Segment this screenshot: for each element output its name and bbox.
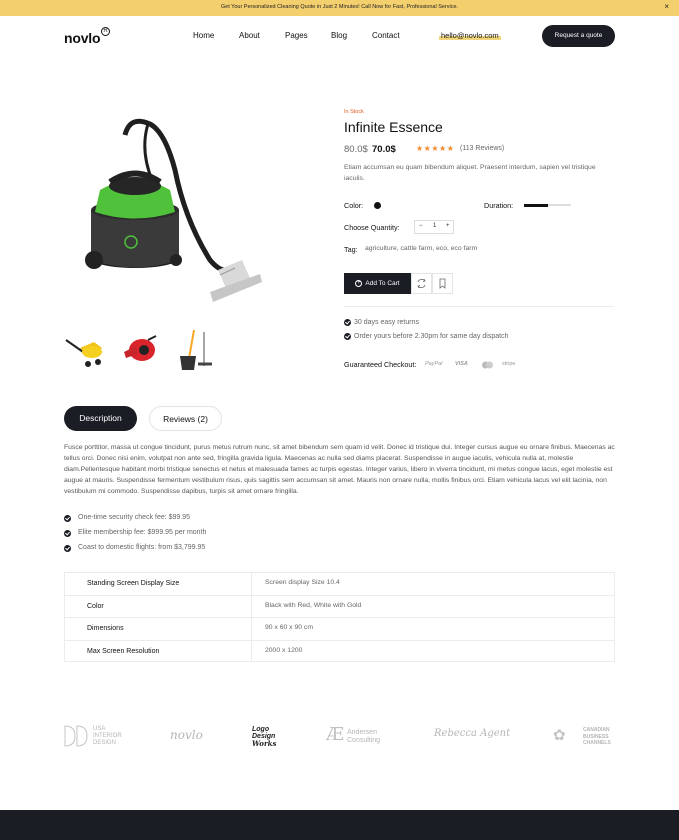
nav-blog[interactable]: Blog — [331, 31, 348, 40]
nav-pages[interactable]: Pages — [285, 31, 308, 40]
spec-key: Standing Screen Display Size — [87, 580, 180, 587]
wishlist-button[interactable] — [432, 273, 453, 294]
brand-text: CANADIAN — [583, 727, 610, 733]
long-description: Fusce porttitor, massa ut congue tincidunt, purus metus rutrum nunc, sit amet bibendum sem quam id velit. Donec id tristique dui. Integer cursus augue eu ornare finibus. Maecenas ac tellus orci. Donec nisi enim, volutpat non ante sed, fringilla gravida ligula. Maecenas ac nulla sed diams placerat. Suspendisse in augue iaculis, vehicula nulla at, molestie diam.Pellentesque habitant morbi tristique senectus et netus et malesuada fames ac turpis egestas. Integer varius, libero in viverra tincidunt, mi metus congue lacus, eget molestie est augue at mauris. Suspendisse fermentum vestibulum risus, quis sagittis sem accumsan sit amet. Mauris non ornare nulla, mollis finibus orci. Etiam vehicula lacus vel elit lacinia, non vestibulum mi commodo. Suspendisse dapibus, turpis sit amet ornare fringilla. — [64, 444, 615, 495]
brand-text: USA — [93, 726, 106, 732]
product-description: Etiam accumsan eu quam bibendum aliquet. Praesent interdum, sapien vel tristique iaculis. — [344, 164, 596, 182]
color-swatch-black[interactable] — [374, 202, 381, 209]
check-icon — [344, 319, 351, 326]
andersen-mark-icon: Æ — [326, 724, 345, 745]
spec-key: Color — [87, 602, 104, 610]
feature-dispatch: Order yours before 2.30pm for same day dispatch — [354, 333, 509, 340]
usa-mark-icon — [64, 725, 88, 747]
brand-text: CHANNELS — [583, 740, 611, 746]
tab-reviews[interactable]: Reviews (2) — [149, 406, 222, 431]
price-old: 80.0$ — [344, 144, 368, 155]
plus-circle-icon: + — [357, 279, 361, 286]
rating-stars: ★★★★★ — [416, 144, 455, 153]
bullet-item: Coast to domestic flights: from $3,799.95 — [78, 544, 206, 551]
spec-value: 2000 x 1200 — [265, 646, 303, 654]
brand-text: Consulting — [347, 737, 381, 744]
specs-table — [64, 572, 615, 662]
spec-key: Max Screen Resolution — [87, 647, 160, 655]
reviews-count[interactable]: (113 Reviews) — [460, 145, 505, 152]
spec-value: 90 x 60 x 90 cm — [265, 624, 313, 631]
color-label: Color: — [344, 201, 364, 210]
nav-home[interactable]: Home — [193, 31, 215, 40]
logo-text: novlo — [64, 30, 101, 46]
spec-value: Black with Red, White with Gold — [265, 601, 362, 609]
maple-leaf-icon: ✿ — [553, 727, 566, 744]
spec-value: Screen display Size 10.4 — [265, 579, 340, 586]
brand-text: INTERIOR — [93, 733, 122, 739]
qty-value[interactable]: 1 — [433, 223, 437, 229]
brand-text: Design — [252, 733, 276, 740]
compare-button[interactable] — [411, 273, 432, 294]
tab-description[interactable]: Description — [64, 406, 137, 431]
brand-text: DESIGN — [93, 740, 117, 746]
close-icon[interactable]: × — [664, 2, 669, 11]
check-icon — [64, 545, 71, 552]
brand-text: Works — [252, 739, 277, 748]
quantity-label: Choose Quantity: — [344, 223, 400, 232]
refresh-icon — [412, 274, 431, 293]
stripe-logo: stripe — [502, 361, 516, 367]
product-image — [70, 110, 270, 320]
check-icon — [64, 515, 71, 522]
tag-values[interactable]: agriculture, cattle farm, eco, eco farm — [365, 245, 478, 252]
announcement-bar — [0, 0, 679, 16]
product-title: Infinite Essence — [344, 119, 443, 135]
guaranteed-checkout-label: Guaranteed Checkout: — [344, 360, 417, 369]
nav-contact[interactable]: Contact — [372, 31, 400, 40]
thumbnail-blower[interactable] — [120, 328, 162, 372]
price-new: 70.0$ — [372, 144, 396, 155]
divider — [344, 306, 614, 307]
table-row — [65, 596, 614, 619]
thumbnail-broom[interactable] — [174, 328, 216, 372]
brand-text: Logo — [252, 726, 270, 733]
mastercard-icon — [481, 361, 494, 369]
request-quote-button[interactable]: Request a quote — [542, 25, 615, 47]
table-row — [65, 641, 614, 664]
table-row — [65, 573, 614, 596]
bullet-item: One-time security check fee: $99.95 — [78, 514, 191, 521]
announcement-text: Get Your Personalized Cleaning Quote in Just 2 Minutes! Call Now for Fast, Professional Service. — [220, 4, 459, 10]
header-email[interactable]: hello@novlo.com — [441, 31, 499, 40]
table-row — [65, 618, 614, 641]
bookmark-icon — [433, 274, 452, 293]
qty-plus-button[interactable]: + — [446, 223, 450, 229]
footer — [0, 810, 679, 840]
add-to-cart-button[interactable] — [344, 273, 411, 294]
duration-label: Duration: — [484, 201, 514, 210]
brand-novlo: novlo — [170, 728, 203, 742]
check-icon — [64, 530, 71, 537]
quantity-stepper[interactable] — [414, 220, 454, 234]
paypal-logo: PayPal — [425, 361, 443, 367]
brand-canadian-business-channels — [553, 722, 615, 752]
feature-returns: 30 days easy returns — [354, 319, 419, 326]
site-logo[interactable] — [64, 28, 108, 46]
add-to-cart-label: Add To Cart — [365, 280, 400, 287]
check-icon — [344, 333, 351, 340]
nav-about[interactable]: About — [239, 31, 260, 40]
qty-minus-button[interactable]: − — [419, 223, 423, 229]
tag-label: Tag: — [344, 245, 358, 254]
duration-slider-fill — [524, 204, 548, 207]
stock-status: In Stock — [344, 109, 364, 115]
visa-logo: VISA — [455, 361, 468, 367]
thumbnail-steam-cleaner[interactable] — [64, 328, 106, 372]
brand-usa-interior-design — [64, 722, 129, 752]
brand-logo-design-works — [252, 726, 276, 756]
spec-key: Dimensions — [87, 625, 124, 632]
duration-slider[interactable] — [524, 204, 571, 206]
brand-text: BUSINESS — [583, 733, 609, 740]
brand-rebecca-agent: Rebecca Agent — [434, 728, 511, 739]
brand-andersen-consulting — [326, 722, 386, 752]
registered-mark: R — [101, 27, 110, 36]
brand-text: Andersen — [347, 729, 377, 736]
bullet-item: Elite membership fee: $999.95 per month — [78, 529, 207, 536]
